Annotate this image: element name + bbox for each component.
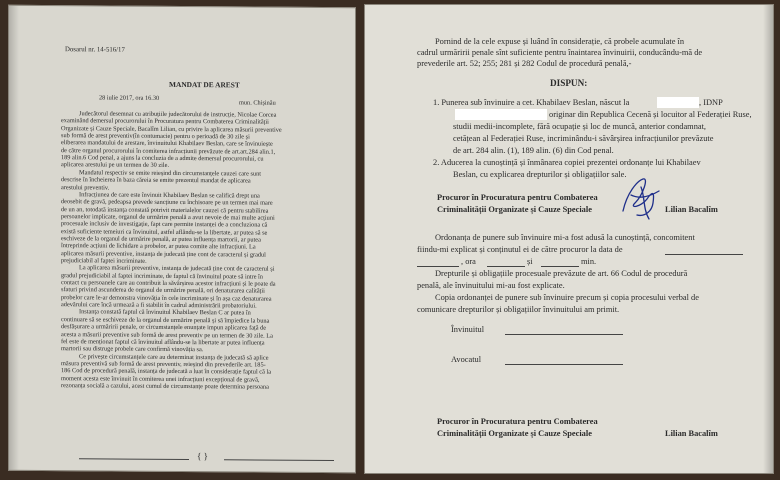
footer-line: [224, 459, 334, 461]
dispun-heading: DISPUN:: [550, 78, 588, 88]
body-line: aplicarea arestului pe un termen de 30 zile.: [61, 161, 170, 170]
body-line: martorii sau distruge probele care confirmă vinovăția sa.: [61, 345, 204, 354]
footer-title: Criminalității Organizate și Cauze Speciale: [437, 429, 592, 438]
body-line: există suficiente temeiuri ca învinuitul, astfel aflându-se la libertate, ar putea să se: [61, 227, 268, 237]
body-line: adevărului care încă urmează a fi stabilit în cadrul administrării probatoriului.: [61, 301, 257, 310]
intro-line: cadrul urmăririi penale sînt suficiente pentru înaintarea învinuirii, conducându-mă de: [417, 48, 703, 57]
footer-title: Procuror în Procuratura pentru Combaterea: [437, 417, 598, 426]
redaction-box: [455, 109, 547, 120]
footer-name: Lilian Bacalîm: [665, 429, 718, 438]
body-line: Judecătorul desemnat cu atribuțiile judecătorului de instrucție, Nicolae Corcea: [79, 110, 277, 119]
body-line: de către organul procurorului în comiterea infracțiunii prevăzute de art.art.284 alin.1,: [61, 146, 276, 156]
document-date: 28 iulie 2017, ora 16.30: [99, 94, 160, 102]
page-marker: { }: [197, 451, 208, 462]
signature-title: Criminalității Organizate și Cauze Speciale: [437, 205, 592, 214]
document-city: mun. Chișinău: [239, 99, 276, 107]
item-line: de art. 284 alin. (1), 189 alin. (6) din Cod penal.: [453, 146, 614, 155]
document-title: MANDAT DE AREST: [169, 79, 240, 90]
item-line: 1. Punerea sub învinuire a cet. Khabilaev Beslan, născut la: [433, 98, 630, 107]
body-line: 186 Cod de procedură penală, instanța de judecată a luat în considerație faptul că la: [61, 367, 271, 376]
body-line: rezonanța socială a cazului, acest cumul de circumstanțe poate determina persoana: [61, 382, 269, 391]
body-line: Infracțiunea de care este învinuit Khabilaev Beslan se califică drept una: [79, 191, 260, 200]
body-line: sub formă de arest preventiv(în contumacie) pentru o perioadă de 30 zile și: [61, 132, 250, 141]
body-line: persoanelor implicate, organul de urmărire penală a avut nevoie de mai multe acțiuni: [61, 213, 275, 222]
item-line: , IDNP: [699, 98, 723, 107]
body-line: La aplicarea măsurii preventive, instanța de judecată ține cont de caracterul și: [79, 264, 275, 273]
body-line: acesta a măsurii preventive sub formă de arest preventiv pe un termen de 30 zile. La: [61, 330, 273, 340]
footer-line: [79, 458, 189, 460]
body-line: aplicarea măsurii preventive, instanța de judecată ține cont de caracterul și gradul: [61, 249, 266, 259]
accused-signature-line: [505, 334, 623, 335]
rights-line: penală, ale învinuitului mi-au fost explicate.: [417, 281, 565, 290]
body-line: întreprinde acțiuni de lichidare a probelor, ar putea comite alte infracțiuni. La: [61, 242, 256, 251]
body-line: eschiveze de la organul de urmărire penală, ar putea influența martorii, ar putea: [61, 235, 261, 244]
redaction-box: [657, 97, 699, 108]
body-line: Mandatul respectiv se emite reieșind din circumstanțele cauzei care sunt: [79, 169, 262, 178]
item-line: cetățean al Federației Ruse, incriminându-i săvârșirea infracțiunilor prevăzute: [453, 134, 714, 143]
page-fold-shadow: [763, 5, 773, 473]
date-blank: [665, 254, 743, 255]
body-line: moment acesta este învinuit în comiterea unei infracțiuni excepțional de gravă,: [61, 374, 260, 384]
notice-line: Ordonanța de punere sub învinuire mi-a fost adusă la cunoștință, concomitent: [435, 233, 695, 242]
body-line: 189 alin.6 Cod penal, a ajuns la concluzia de a admite demersul procurorului, cu: [61, 154, 264, 163]
body-line: măsura preventivă sub formă de arest preventiv, reieșind din prevederile art. 185-: [61, 360, 266, 369]
date-blank: [417, 266, 459, 267]
body-line: eliberarea mandatului de arestare, învinuitului Khabilaev Beslan, care se învinuiește: [61, 139, 273, 149]
body-line: sfaturi privind ascunderea de organul de urmărire penală, ori denaturarea calității: [61, 286, 265, 295]
item-line: Beslan, cu explicarea drepturilor și obligațiilor sale.: [453, 170, 627, 179]
page-fold-shadow: [9, 6, 19, 470]
rights-line: Copia ordonanței de punere sub învinuire precum și copia procesului verbal de: [435, 293, 699, 302]
handwritten-signature: [613, 173, 665, 223]
body-line: examinând demersul procurorului în Procuratura pentru Combaterea Criminalității: [61, 117, 269, 126]
signature-title: Procuror în Procuratura pentru Combaterea: [437, 193, 598, 202]
body-line: gradul prejudiciabil al faptei incriminate, de faptul că învinuitul poate să intre în: [61, 271, 263, 281]
document-page-right: [364, 4, 774, 474]
rights-line: Drepturile și obligațiile procesuale prevăzute de art. 66 Codul de procedură: [435, 269, 688, 278]
body-line: descrise în încheierea în baza căreia se emite prezentul mandat de aplicarea: [61, 176, 251, 185]
lawyer-signature-line: [505, 364, 623, 365]
intro-line: prevederile art. 52; 255; 281 și 282 Codul de procedură penală,-: [417, 59, 632, 68]
body-line: Organizate și Cauze Speciale, Bacalîm Lilian, cu privire la aplicarea măsurii preventive: [61, 124, 282, 134]
body-line: probelor care le-ar demonstra vinovăția în cele incriminate și în așa caz denaturarea: [61, 293, 272, 303]
rights-line: comunicare drepturilor și obligațiilor învinuitului am primit.: [417, 305, 620, 314]
document-page-left: [8, 5, 356, 473]
notice-line: și: [527, 257, 533, 266]
body-line: prejudiciabil al faptei incriminate.: [61, 257, 147, 265]
item-line: 2. Aducerea la cunoștință și înmânarea copiei prezentei ordonanțe lui Khabilaev: [433, 158, 701, 167]
item-line: originar din Republica Cecenă și locuitor al Federației Ruse,: [549, 110, 752, 119]
notice-line: , ora: [461, 257, 476, 266]
minute-blank: [541, 266, 579, 267]
notice-line: fiindu-mi explicat și conținutul ei de către procuror la data de: [417, 245, 623, 254]
notice-line: min.: [581, 257, 597, 266]
body-line: arestului preventiv.: [61, 183, 110, 191]
body-line: deosebit de gravă, pedeapsa prevede sancțiune cu închisoare pe un termen mai mare: [61, 198, 273, 207]
body-line: Ce privește circumstanțele care au determinat instanța de judecată să aplice: [79, 352, 269, 362]
item-line: studii medii-incomplete, fără ocupație și loc de muncă, anterior condamnat,: [453, 122, 707, 131]
body-line: de un an, totodată instanța constată potrivit materialelor cauzei că pentru stabilirea: [61, 205, 269, 215]
body-line: procesuale inclusiv de investigație, fapt care permite instanței de a concluziona că: [61, 220, 268, 229]
body-line: continuare să se eschiveze de la organul de urmărire penală și să împiedice la buna: [61, 315, 270, 325]
signature-name: Lilian Bacalîm: [665, 205, 718, 214]
accused-label: Învinuitul: [451, 325, 485, 334]
body-line: fel este de menționat faptul că învinuitul aflându-se la libertate ar putea influența: [61, 337, 265, 347]
body-line: desfășurare a urmăririi penale, or circumstanțele enunțate impun aplicarea față de: [61, 323, 267, 332]
lawyer-label: Avocatul: [451, 355, 482, 364]
body-line: Instanța constată faptul că învinuitul Khabilaev Beslan C ar putea în: [79, 308, 251, 317]
file-number: Dosarul nr. 14-516/17: [65, 46, 125, 54]
hour-blank: [487, 266, 525, 267]
intro-line: Pornind de la cele expuse și luând în considerație, că probele acumulate în: [435, 37, 685, 46]
body-line: contact cu persoanele care au contribuit la săvârșirea acestor infracțiuni și le poate da: [61, 279, 276, 288]
